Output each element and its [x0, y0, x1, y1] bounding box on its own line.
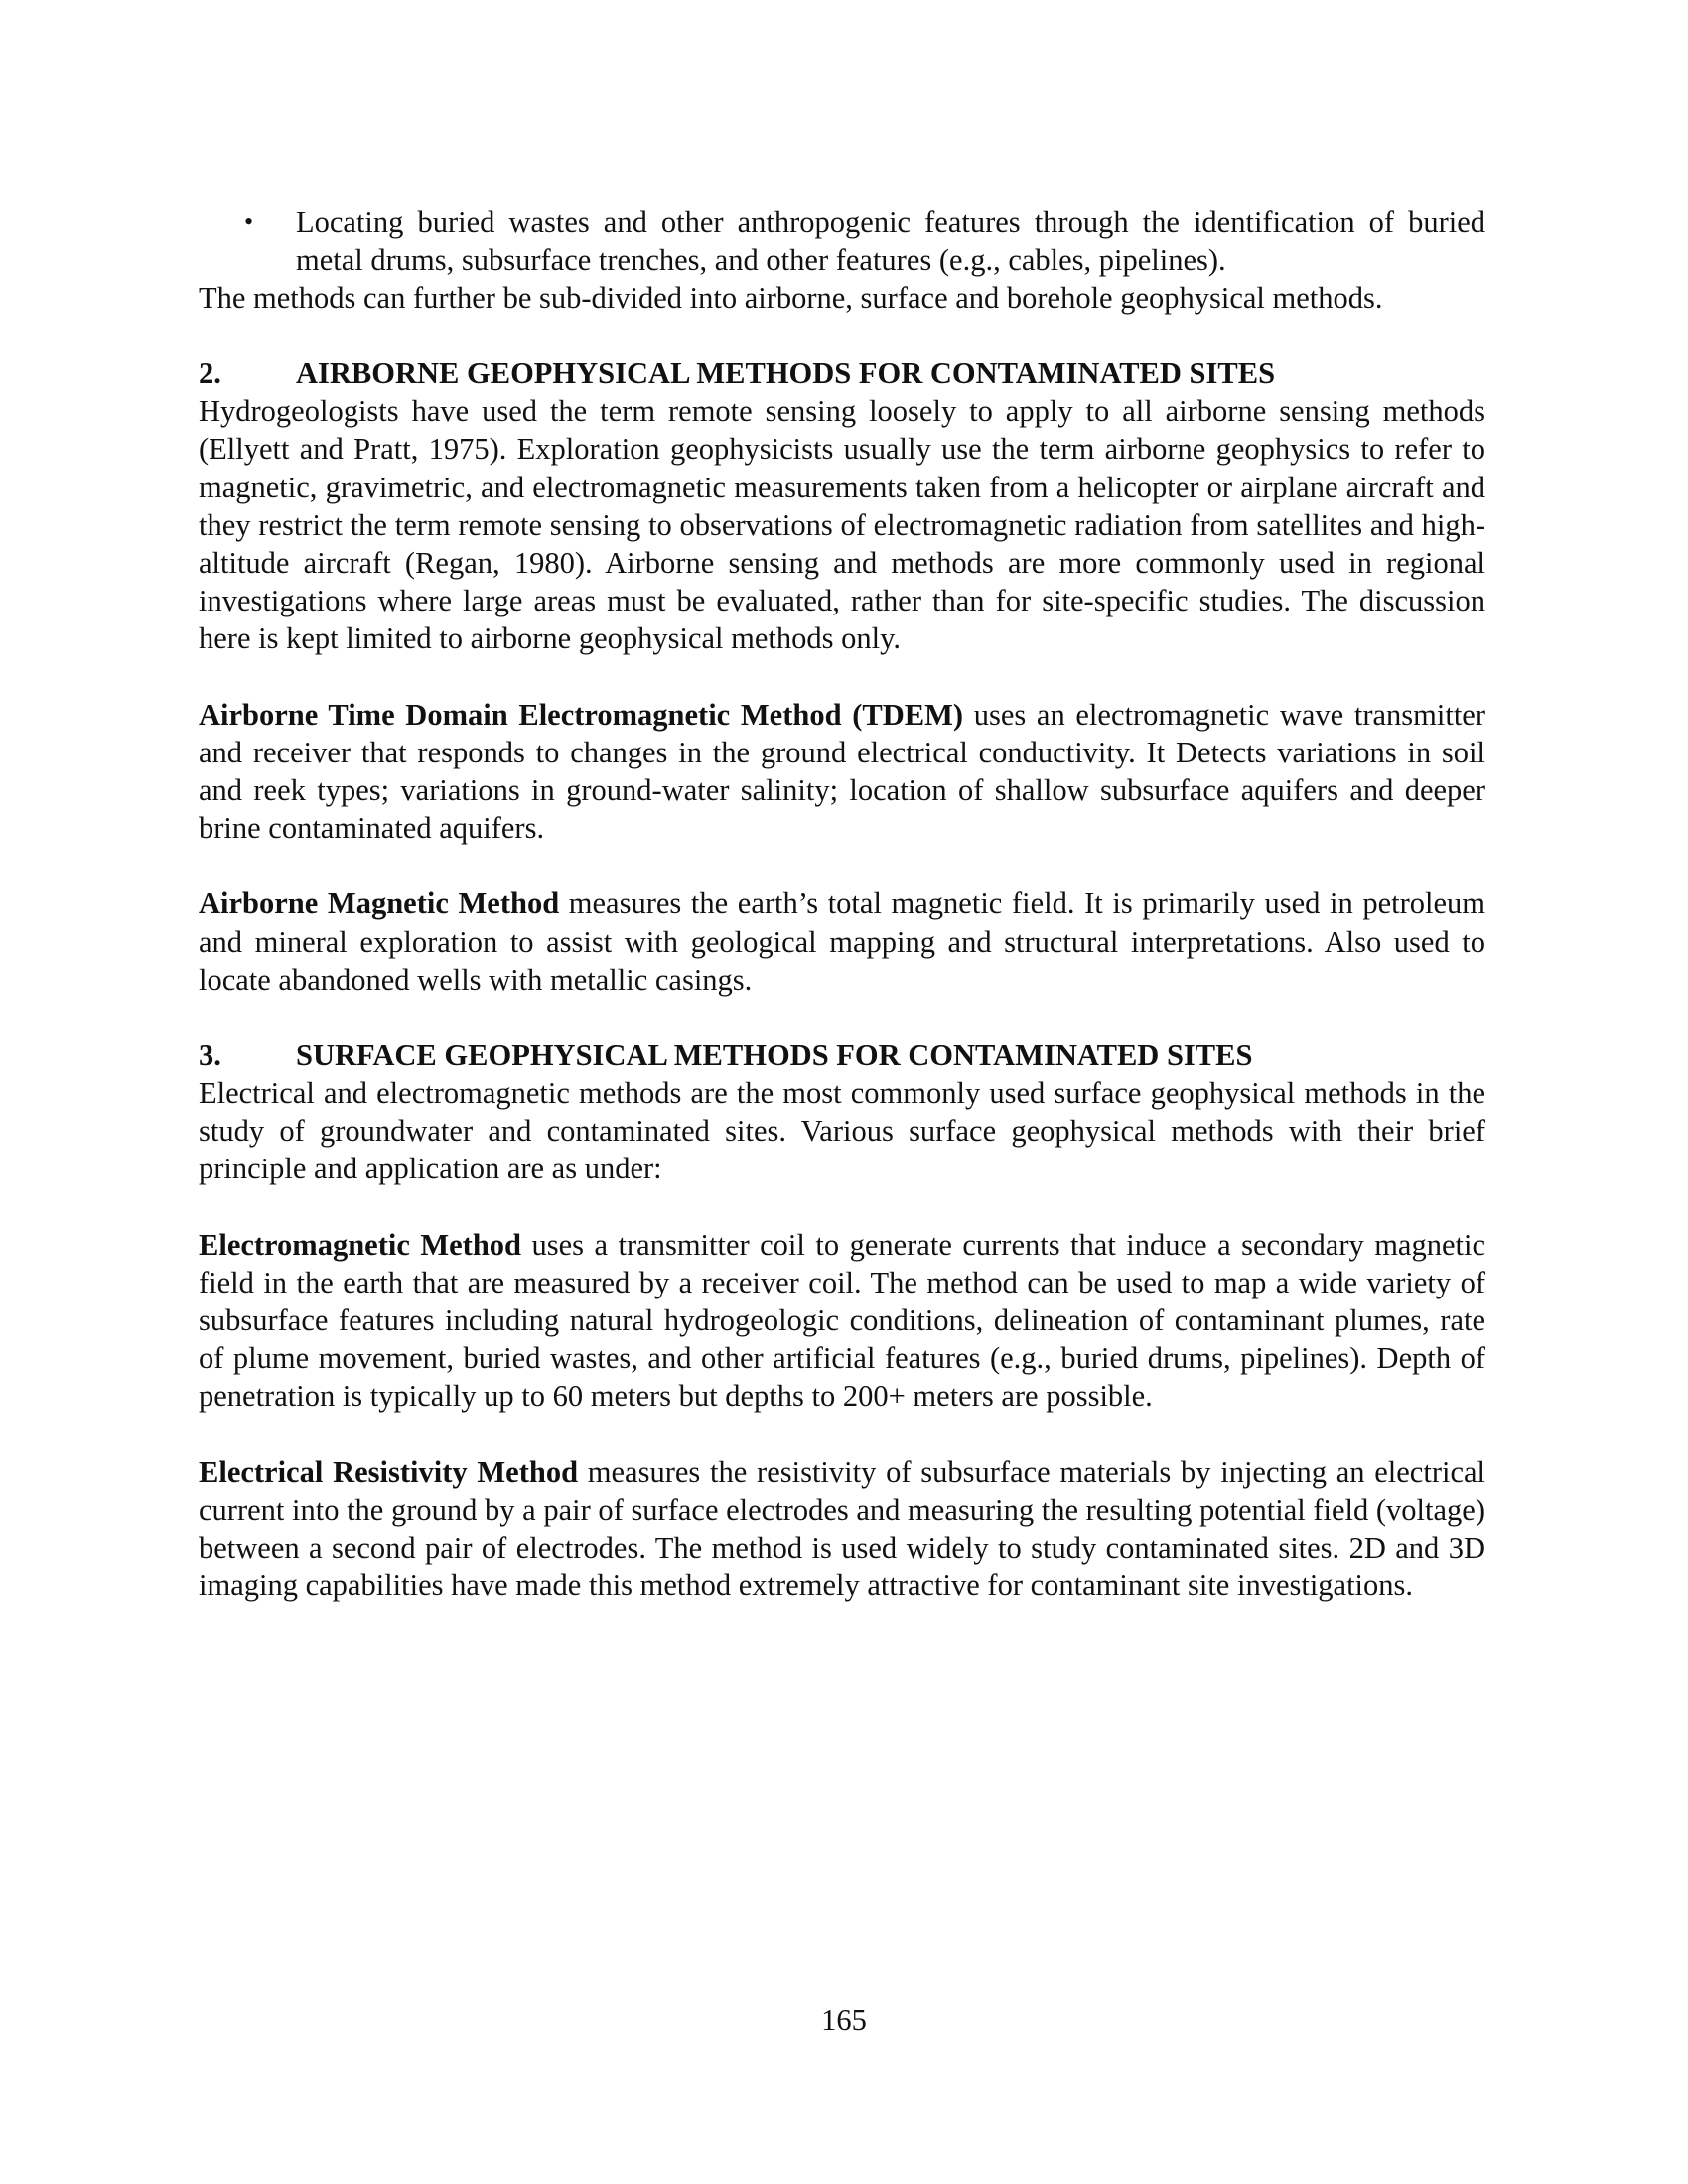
tdem-paragraph: [199, 696, 1485, 848]
page-number: 165: [821, 2003, 867, 2037]
resistivity-term: Electrical Resistivity Method: [199, 1454, 579, 1489]
section-3-number: 3.: [199, 1038, 221, 1073]
airborne-magnetic-paragraph: [199, 885, 1485, 999]
airborne-magnetic-term: Airborne Magnetic Method: [199, 887, 560, 921]
resistivity-text: measures the resistivity of subsurface materials by injecting an electrical current into the ground by a pair of surface electrodes and measuring the resulting potential field (voltage) between a second pair of electrodes. The method is used widely to study contaminated sites. 2D and 3D imaging capabilities have made this method extremely attractive for contaminant site investigations.: [199, 1454, 1485, 1603]
airborne-magnetic-text: measures the earth’s total magnetic field. It is primarily used in petroleum and mineral exploration to assist with geological mapping and structural interpretations. Also used to locate abandoned wells with metallic casings.: [199, 887, 1485, 997]
tdem-term: Airborne Time Domain Electromagnetic Method (TDEM): [199, 697, 964, 732]
tdem-text: uses an electromagnetic wave transmitter and receiver that responds to changes in the ground electrical conductivity. It Detects variations in soil and reek types; variations in ground-water salinity; location of shallow subsurface aquifers and deeper brine contaminated aquifers.: [199, 697, 1485, 846]
bullet-item: [199, 204, 1485, 279]
intro-paragraph: The methods can further be sub-divided into airborne, surface and borehole geophysical methods.: [199, 281, 1383, 315]
electromagnetic-paragraph: [199, 1226, 1485, 1416]
section-3-heading: [199, 1036, 1485, 1074]
bullet-text: Locating buried wastes and other anthropogenic features through the identification of buried metal drums, subsurface trenches, and other features (e.g., cables, pipelines).: [296, 205, 1485, 277]
bullet-mark: •: [244, 207, 254, 236]
resistivity-paragraph: [199, 1453, 1485, 1605]
electromagnetic-text: uses a transmitter coil to generate currents that induce a secondary magnetic field in the earth that are measured by a receiver coil. The method can be used to map a wide variety of subsurface features including natural hydrogeologic conditions, delineation of contaminant plumes, rate of plume movement, buried wastes, and other artificial features (e.g., buried drums, pipelines). Depth of penetration is typically up to 60 meters but depths to 200+ meters are possible.: [199, 1227, 1485, 1414]
electromagnetic-term: Electromagnetic Method: [199, 1227, 522, 1262]
section-2-heading: [199, 354, 1485, 392]
section-3-paragraph: Electrical and electromagnetic methods are the most commonly used surface geophysical methods in the study of groundwater and contaminated sites. Various surface geophysical methods with their brief principle and application are as under:: [199, 1076, 1485, 1186]
section-2-title: AIRBORNE GEOPHYSICAL METHODS FOR CONTAMINATED SITES: [296, 356, 1276, 391]
document-page: [199, 204, 1485, 1604]
section-2-paragraph: Hydrogeologists have used the term remote sensing loosely to apply to all airborne sensing methods (Ellyett and Pratt, 1975). Exploration geophysicists usually use the term airborne geophysics to refer to magnetic, gravimetric, and electromagnetic measurements taken from a helicopter or airplane aircraft and they restrict the term remote sensing to observations of electromagnetic radiation from satellites and high-altitude aircraft (Regan, 1980). Airborne sensing and methods are more commonly used in regional investigations where large areas must be evaluated, rather than for site-specific studies. The discussion here is kept limited to airborne geophysical methods only.: [199, 394, 1485, 656]
section-3-title: SURFACE GEOPHYSICAL METHODS FOR CONTAMINATED SITES: [296, 1038, 1253, 1073]
section-2-number: 2.: [199, 356, 221, 391]
